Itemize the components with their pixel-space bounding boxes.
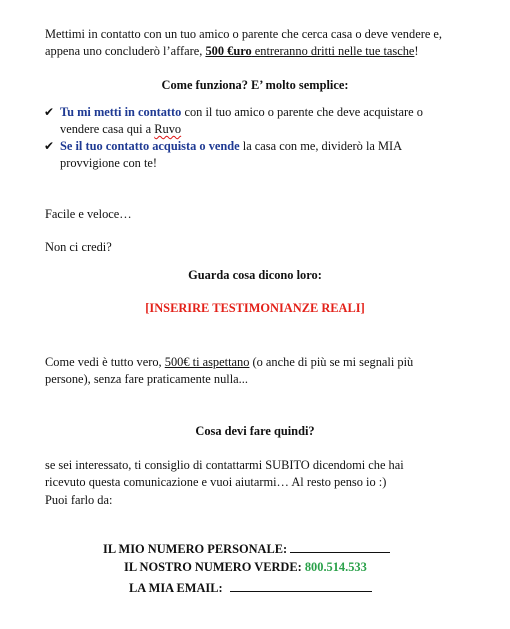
list-item-text-line2: provvigione con te! <box>60 156 158 170</box>
testimonials-placeholder: [INSERIRE TESTIMONIANZE REALI] <box>145 301 365 315</box>
what-to-do-heading: Cosa devi fare quindi? <box>195 424 315 438</box>
easy-text: Facile e veloce… <box>45 207 132 221</box>
personal-number-blank <box>290 540 390 553</box>
list-item <box>44 104 484 138</box>
email-row <box>129 579 429 597</box>
personal-number-label: IL MIO NUMERO PERSONALE: <box>103 542 288 556</box>
reward-text: entreranno dritti nelle tue tasche <box>251 44 415 58</box>
dont-believe-text: Non ci credi? <box>45 240 112 254</box>
how-it-works-heading: Come funziona? E’ molto semplice: <box>161 78 349 92</box>
proof-underlined: 500€ ti aspettano <box>164 355 250 369</box>
list-item-bold: Tu mi metti in contatto <box>60 105 182 119</box>
how-it-works-list <box>44 104 484 172</box>
proof-line-2: persone), senza fare praticamente nulla... <box>45 372 248 386</box>
intro-paragraph <box>45 26 475 60</box>
intro-line-2-start: appena uno concluderò l’affare, <box>45 44 206 58</box>
toll-free-label: IL NOSTRO NUMERO VERDE: <box>124 560 302 574</box>
what-to-do-paragraph <box>45 457 475 491</box>
list-item-bold: Se il tuo contatto acquista o vende <box>60 139 240 153</box>
proof-paragraph <box>45 354 475 388</box>
checkmark-icon: ✔ <box>44 105 55 119</box>
proof-line-1-start: Come vedi è tutto vero, <box>45 355 165 369</box>
toll-free-row <box>124 559 424 576</box>
list-item-text: con il tuo amico o parente che deve acquistare o <box>181 105 423 119</box>
spellcheck-word: Ruvo <box>154 122 182 136</box>
personal-number-row <box>103 540 433 558</box>
intro-line-1: Mettimi in contatto con un tuo amico o parente che cerca casa o deve vendere e, <box>45 27 443 41</box>
checkmark-icon: ✔ <box>44 139 55 153</box>
intro-line-2 <box>45 43 475 60</box>
toll-free-number: 800.514.533 <box>304 560 367 574</box>
list-item-text-line2: vendere casa qui a <box>60 122 155 136</box>
what-to-do-line-1: se sei interessato, ti consiglio di contattarmi SUBITO dicendomi che hai <box>45 458 404 472</box>
email-label: LA MIA EMAIL: <box>129 581 223 595</box>
list-item <box>44 138 484 172</box>
email-blank <box>230 579 372 592</box>
proof-line-1-end: (o anche di più se mi segnali più <box>249 355 414 369</box>
proof-line-1 <box>45 354 475 371</box>
reward-amount: 500 €uro <box>205 44 252 58</box>
testimonials-heading: Guarda cosa dicono loro: <box>188 268 322 282</box>
intro-line-2-end: ! <box>414 44 419 58</box>
what-to-do-line-2: ricevuto questa comunicazione e vuoi aiutarmi… Al resto penso io :) <box>45 475 387 489</box>
list-item-text: la casa con me, dividerò la MIA <box>239 139 403 153</box>
contact-intro: Puoi farlo da: <box>45 493 113 507</box>
